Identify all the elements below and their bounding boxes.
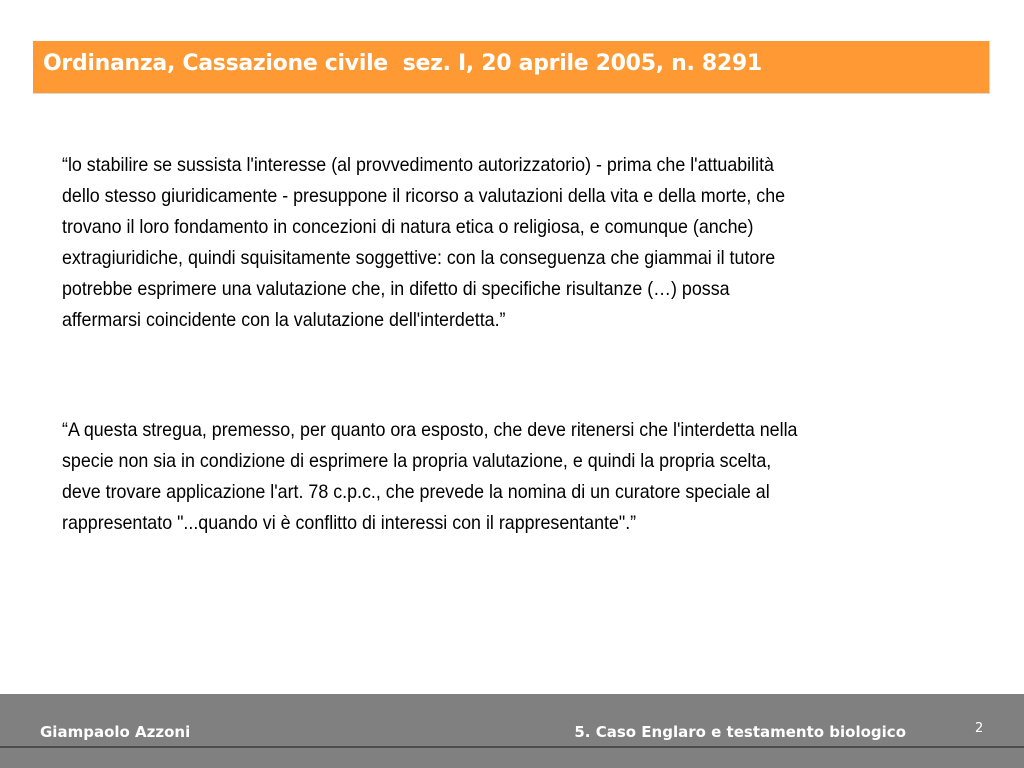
text-line: “A questa stregua, premesso, per quanto ora esposto, che deve ritenersi che l'interdetta nella [62,420,798,441]
text-line: dello stesso giuridicamente - presuppone il ricorso a valutazioni della vita e della morte, che [62,186,786,207]
slide-title: Ordinanza, Cassazione civile sez. I, 20 aprile 2005, n. 8291 [43,51,762,76]
quote-paragraph-2 [62,415,955,539]
text-line: specie non sia in condizione di esprimere la propria valutazione, e quindi la propria scelta, [62,451,772,472]
text-line: trovano il loro fondamento in concezioni di natura etica o religiosa, e comunque (anche) [62,217,754,238]
page-number: 2 [975,721,984,736]
text-line: extragiuridiche, quindi squisitamente soggettive: con la conseguenza che giammai il tutore [62,248,776,269]
text-line: affermarsi coincidente con la valutazione dell'interdetta.” [62,310,506,331]
text-line: “lo stabilire se sussista l'interesse (al provvedimento autorizzatorio) - prima che l'attuabilità [62,155,774,176]
quote-paragraph-1 [62,150,955,336]
footer-author: Giampaolo Azzoni [40,723,191,741]
footer-bar [0,694,1024,768]
footer-topic: 5. Caso Englaro e testamento biologico [574,723,906,741]
title-bar [33,41,990,94]
text-line: potrebbe esprimere una valutazione che, in difetto di specifiche risultanze (…) possa [62,279,730,300]
text-line: deve trovare applicazione l'art. 78 c.p.c., che prevede la nomina di un curatore speciale al [62,482,770,503]
text-line: rappresentato "...quando vi è conflitto di interessi con il rappresentante".” [62,513,637,534]
footer-divider [0,746,1024,748]
